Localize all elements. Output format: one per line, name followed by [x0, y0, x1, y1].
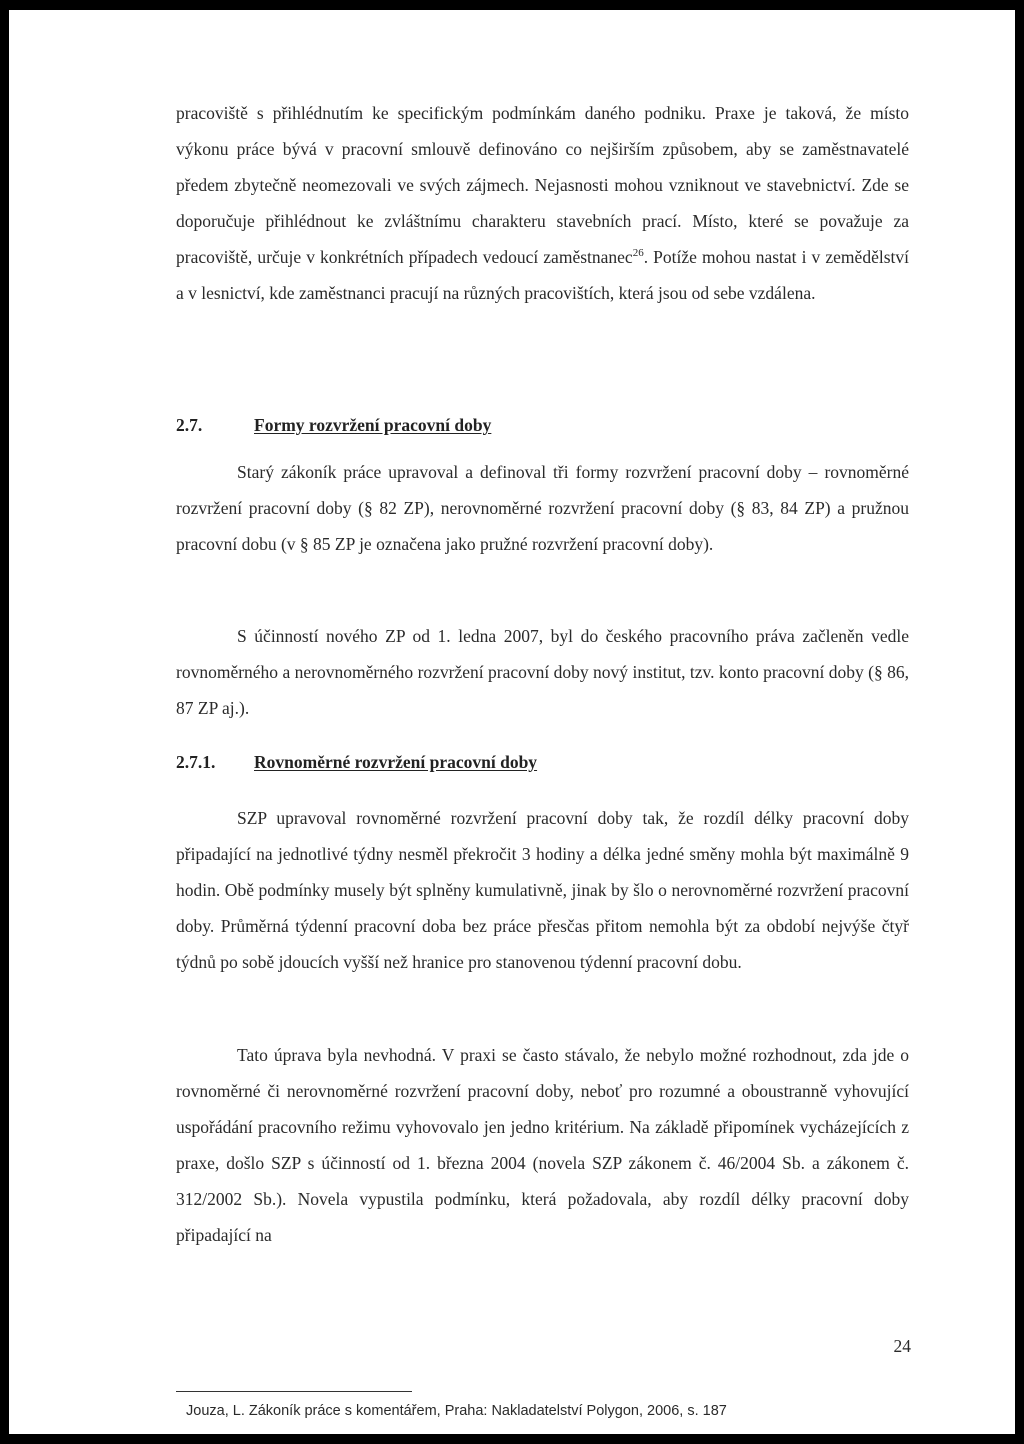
page-number: 24: [893, 1336, 911, 1356]
paragraph-text: Starý zákoník práce upravoval a definoval tři formy rozvržení pracovní doby – rovnoměrné rozvržení pracovní doby (§ 82 ZP), nerovnoměrné rozvržení pracovní doby (§ 83, 84 ZP) a pružnou pracovní dobu (v § 85 ZP je označena jako pružné rozvržení pracovní doby).: [176, 462, 909, 554]
paragraph-text: Tato úprava byla nevhodná. V praxi se často stávalo, že nebylo možné rozhodnout, zda jde o rovnoměrné či nerovnoměrné rozvržení pracovní doby, neboť pro rozumné a oboustranně vyhovující uspořádání pracovního režimu vyhovovalo jen jedno kritérium. Na základě připomínek vycházejících z praxe, došlo SZP s účinností od 1. března 2004 (novela SZP zákonem č. 46/2004 Sb. a zákonem č. 312/2002 Sb.). Novela vypustila podmínku, která požadovala, aby rozdíl délky pracovní doby připadající na: [176, 1045, 909, 1245]
paragraph-uniform: [176, 800, 909, 980]
paragraph-text: SZP upravoval rovnoměrné rozvržení pracovní doby tak, že rozdíl délky pracovní doby připadající na jednotlivé týdny nesměl překročit 3 hodiny a délka jedné směny mohla být maximálně 9 hodin. Obě podmínky musely být splněny kumulativně, jinak by šlo o nerovnoměrné rozvržení pracovní doby. Průměrná týdenní pracovní doba bez práce přesčas přitom nemohla být za období nejvýše čtyř týdnů po sobě jdoucích vyšší než hranice pro stanovenou týdenní pracovní dobu.: [176, 808, 909, 972]
scan-top-edge: [0, 0, 1024, 3]
footnote-reference[interactable]: 26: [632, 247, 644, 260]
paragraph-amendment: [176, 1037, 909, 1253]
paragraph-account: [176, 618, 909, 726]
section-number: 2.7.: [176, 415, 203, 435]
paragraph-text: S účinností nového ZP od 1. ledna 2007, byl do českého pracovního práva začleněn vedle rovnoměrného a nerovnoměrného rozvržení pracovní doby nový institut, tzv. konto pracovní doby (§ 86, 87 ZP aj.).: [176, 626, 909, 718]
footnote-separator: [176, 1391, 412, 1392]
section-title: Formy rozvržení pracovní doby: [254, 415, 492, 435]
paragraph-text-end: . Potíže mohou nastat i v zemědělství a v lesnictví, kde zaměstnanci pracují na různých pracovištích, která jsou od sebe vzdálena.: [176, 247, 909, 303]
subsection-number: 2.7.1.: [176, 752, 216, 772]
footnote-text: Jouza, L. Zákoník práce s komentářem, Praha: Nakladatelství Polygon, 2006, s. 187: [186, 1403, 727, 1419]
section-heading: [176, 414, 491, 436]
document-page: [9, 10, 1015, 1434]
paragraph-forms: [176, 454, 909, 562]
subsection-title: Rovnoměrné rozvržení pracovní doby: [254, 752, 538, 772]
paragraph-continuation: [176, 95, 909, 311]
footnote: [186, 1403, 886, 1419]
paragraph-text: pracoviště s přihlédnutím ke specifickým podmínkám daného podniku. Praxe je taková, že místo výkonu práce bývá v pracovní smlouvě definováno co nejširším způsobem, aby se zaměstnavatelé předem zbytečně neomezovali ve svých zájmech. Nejasnosti mohou vzniknout ve stavebnictví. Zde se doporučuje přihlédnout ke zvláštnímu charakteru stavebních prací. Místo, které se považuje za pracoviště, určuje v konkrétních případech vedoucí zaměstnanec: [176, 103, 909, 267]
subsection-heading: [176, 751, 537, 773]
